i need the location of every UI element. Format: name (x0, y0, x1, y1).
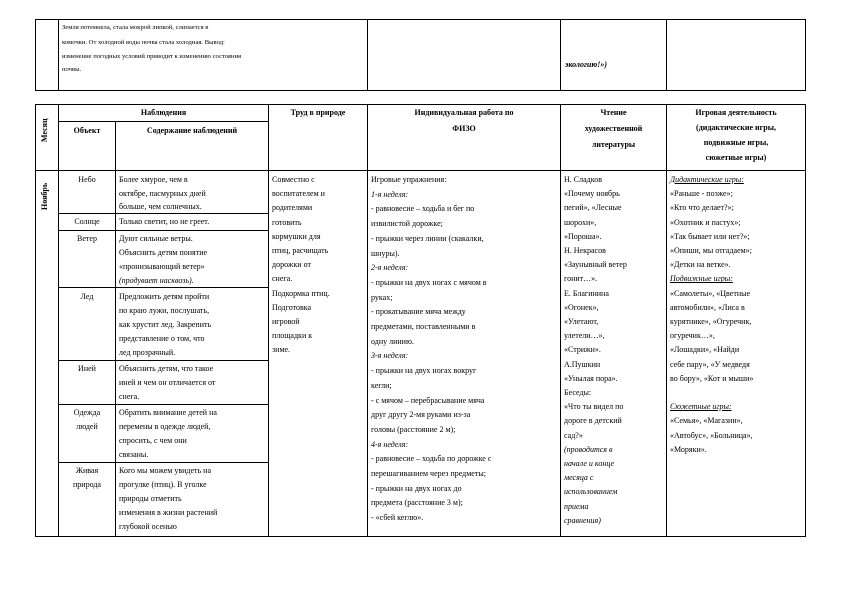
header-games-line: подвижные игры, (703, 138, 769, 147)
games-line: «Моряки». (670, 444, 707, 454)
games-line: «Лошадки», «Найди (670, 345, 740, 355)
content-line: глубокой осенью (119, 522, 177, 531)
reading-line: пегий», «Лесные (564, 203, 622, 213)
header-labor: Труд в природе (290, 108, 346, 117)
reading-line: приема (564, 501, 589, 511)
individual-work-line: Игровые упражнения: (371, 175, 447, 184)
labor-line: птиц, расчищать (272, 246, 329, 255)
header-individual-line: ФИЗО (452, 124, 476, 133)
games-line: «Раньше - позже»; (670, 189, 733, 199)
labor-line: снега. (272, 274, 293, 284)
labor-line: родителями (272, 203, 313, 213)
reading-line: использованием (564, 487, 618, 497)
reading-line: улетели…», (564, 331, 605, 341)
labor-line: Подкормка птиц. (272, 288, 330, 298)
header-content: Содержание наблюдений (146, 126, 238, 135)
content-line: лед прозрачный. (119, 348, 176, 357)
reading-line: «Улетают, (564, 317, 599, 326)
content-line: октябре, пасмурных дней (119, 189, 206, 198)
content-line: прогулке (птиц). В уголке (119, 480, 207, 489)
header-games-line: Игровая деятельность (695, 108, 777, 117)
individual-work-line: - прыжки на двух ногах вокруг (371, 366, 477, 376)
labor-line: дорожки от (272, 260, 311, 270)
object-name: Одежда (73, 408, 101, 417)
top-observation-line: изменение погодных условий приводит к изменению состояния (62, 53, 242, 60)
top-observation-line: Земля потемнела, стала мокрой липкой, слипается в (62, 24, 209, 31)
individual-work-line: - равновесие – ходьба по дорожке с (371, 454, 492, 464)
content-line: перемены в одежде людей, (119, 422, 211, 431)
object-name: Ветер (77, 234, 97, 243)
content-line: Обратить внимание детей на (119, 408, 217, 417)
header-observations: Наблюдения (140, 108, 187, 117)
games-line: автомобили», «Лиса в (670, 302, 745, 312)
labor-line: готовить (272, 217, 302, 227)
object-name: Живая (75, 466, 99, 475)
top-observation-line: комочки. От холодной воды почва стала холодная. Вывод: (62, 39, 225, 46)
content-line: связаны. (119, 450, 149, 459)
content-line: снега. (119, 392, 140, 401)
games-line: «Детки на ветке». (670, 260, 731, 270)
games-line: «Так бывает или нет?»; (670, 231, 750, 241)
content-line: представление о том, что (119, 334, 205, 343)
top-observation-line: почвы. (62, 66, 82, 73)
reading-line: «Унылая пора». (564, 373, 618, 383)
individual-work-line: - прыжки через линии (скакалки, (371, 233, 484, 243)
games-line: Подвижные игры: (670, 274, 733, 284)
individual-work-line: - равновесие – ходьба и бег по (371, 204, 475, 214)
labor-line: Совместно с (272, 175, 315, 184)
reading-line: месяца с (564, 473, 594, 483)
labor-line: Подготовка (272, 302, 312, 312)
content-line: по краю лужи, послушать, (119, 306, 210, 315)
games-line: «Автобус», «Больница», (670, 430, 753, 440)
individual-work-line: головы (расстояние 2 м); (371, 424, 456, 434)
header-object: Объект (73, 126, 101, 135)
games-line: огуречик…», (670, 331, 715, 341)
content-line: больше, чем солнечных. (119, 202, 202, 211)
header-individual-line: Индивидуальная работа по (414, 108, 514, 117)
individual-work-line: одну линию. (371, 336, 414, 346)
reading-line: гонит…». (564, 274, 598, 284)
content-line: Более хмурое, чем в (119, 175, 188, 184)
games-line: во бору», «Кот и мыши» (670, 373, 754, 383)
labor-line: площадки к (272, 331, 313, 341)
labor-line: игровой (272, 317, 300, 326)
individual-work-line: извилистой дорожке; (371, 219, 443, 229)
content-line: спросить, с чем они (119, 436, 187, 445)
individual-work-line: друг другу 2-мя руками из-за (371, 410, 471, 420)
header-reading-line: художественной (584, 124, 643, 133)
reading-line: Е. Благинина (564, 288, 609, 298)
individual-work-line: - «сбей кеглю». (371, 513, 424, 523)
reading-line: шорохи», (564, 217, 597, 227)
reading-line: «Пороша». (564, 231, 602, 241)
individual-work-line: 2-я неделя: (371, 263, 409, 273)
object-name: природа (73, 480, 101, 489)
labor-line: кормушки для (272, 231, 321, 241)
games-line: «Кто что делает?»; (670, 203, 734, 213)
labor-line: воспитателем и (272, 189, 325, 199)
individual-work-line: 4-я неделя: (371, 439, 409, 449)
month-value: Ноябрь (40, 182, 49, 210)
content-line: (продувает насквозь). (119, 276, 194, 285)
header-month: Месяц (40, 118, 49, 142)
reading-line: «Что ты видел по (564, 402, 624, 412)
reading-line: (проводится в (564, 444, 613, 454)
labor-line: зиме. (272, 345, 291, 355)
header-games-line: (дидактические игры, (696, 123, 776, 132)
object-name: Лед (80, 292, 94, 301)
reading-line: дороге в детский (564, 416, 622, 426)
games-line: Сюжетные игры: (670, 402, 732, 412)
individual-work-line: 3-я неделя: (371, 351, 409, 361)
reading-line: сад?» (564, 430, 583, 440)
header-games-line: сюжетные игры) (705, 153, 767, 162)
individual-work-line: предметами, поставленными в (371, 322, 476, 331)
content-line: как хрустит лед. Закрепить (119, 320, 212, 329)
individual-work-line: 1-я неделя: (371, 189, 409, 199)
individual-work-line: кегли; (371, 380, 392, 390)
object-name: Небо (78, 175, 96, 184)
individual-work-line: шнуры). (371, 248, 400, 258)
object-name: людей (76, 422, 98, 431)
top-reading-tail: экологию!») (565, 60, 607, 69)
content-line: Кого мы можем увидеть на (119, 466, 212, 475)
content-line: изменения в жизни растений (119, 508, 218, 517)
individual-work-line: - прыжки на двух ногах с мячом в (371, 277, 487, 287)
games-line: «Охотник и пастух»; (670, 217, 741, 227)
individual-work-line: предмета (расстояние 3 м); (371, 498, 463, 508)
games-line: Дидактические игры: (670, 175, 744, 184)
individual-work-line: перешагиванием через предметы; (371, 469, 486, 478)
reading-line: А.Пушкин (564, 359, 601, 369)
header-reading-line: Чтение (600, 108, 627, 117)
games-line: себе пару», «У медведя (670, 359, 750, 369)
games-line: «Семья», «Магазин», (670, 416, 743, 426)
games-line: «Самолеты», «Цветные (670, 288, 751, 298)
content-line: иней и чем он отличается от (119, 378, 216, 387)
object-name: Солнце (74, 217, 100, 226)
individual-work-line: - прокатывание мяча между (371, 307, 466, 317)
games-line: «Опиши, мы отгадаем»; (670, 246, 752, 255)
reading-line: «Заунывный ветер (564, 260, 627, 270)
reading-line: Н. Некрасов (564, 246, 606, 255)
content-line: Предложить детям пройти (119, 292, 210, 301)
reading-line: сравнения) (564, 515, 601, 525)
content-line: Объяснить детям, что такое (119, 364, 214, 373)
reading-line: начале и конце (564, 459, 615, 468)
reading-line: «Почему ноябрь (564, 189, 620, 199)
reading-line: Н. Сладков (564, 175, 602, 184)
header-reading-line: литературы (591, 140, 636, 149)
content-line: природы отметить (119, 494, 182, 503)
reading-line: Беседы: (564, 388, 592, 397)
content-line: Объяснить детям понятие (119, 248, 208, 257)
object-name: Иней (78, 364, 96, 373)
individual-work-line: - с мячом – перебрасывание мяча (371, 395, 485, 405)
reading-line: «Огонек», (564, 302, 599, 312)
reading-line: «Стрижи». (564, 345, 601, 355)
individual-work-line: - прыжки на двух ногах до (371, 483, 462, 493)
content-line: Дуют сильные ветры. (119, 234, 193, 243)
content-line: Только светит, но не греет. (119, 217, 210, 226)
content-line: «пронизывающий ветер» (119, 262, 205, 271)
games-line: курятнике», «Огуречик, (670, 317, 752, 326)
individual-work-line: руках; (371, 292, 393, 302)
